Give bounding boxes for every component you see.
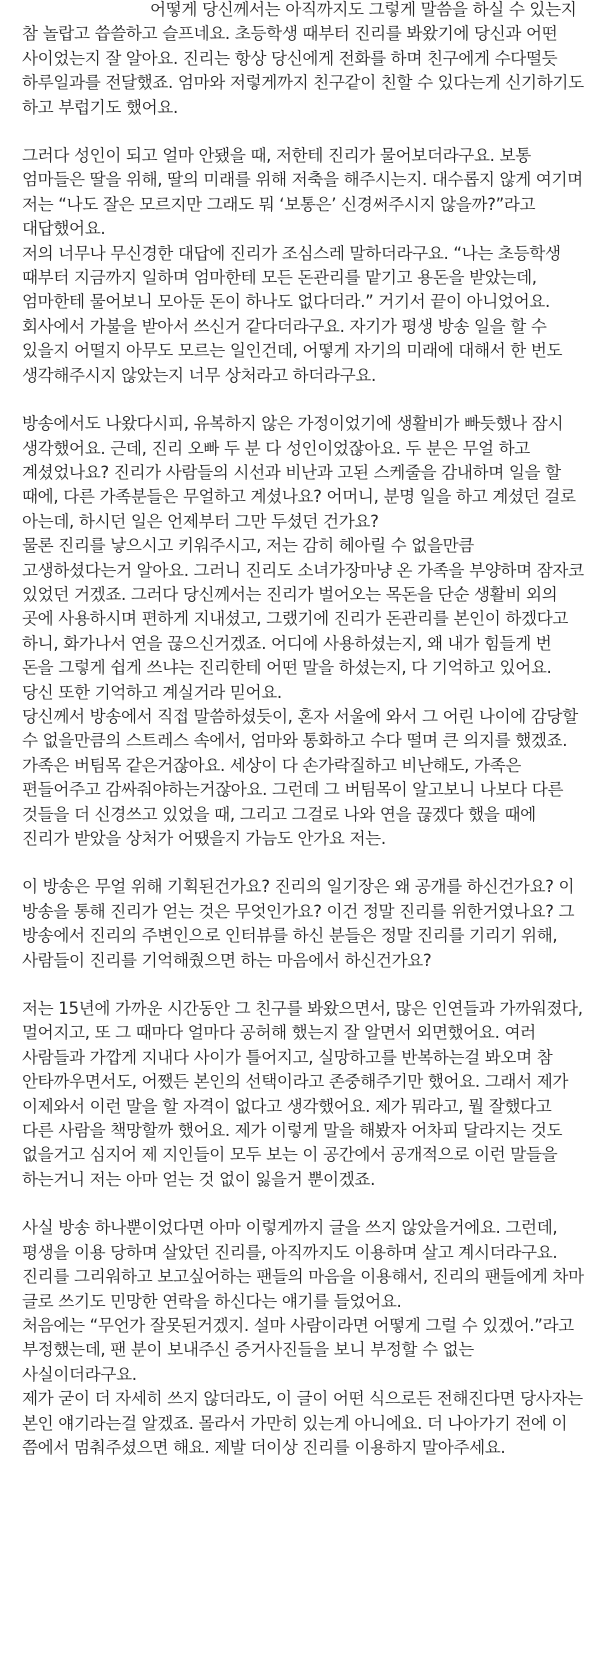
paragraph-closing-request: 제가 굳이 더 자세히 쓰지 않더라도, 이 글이 어떤 식으로든 전해진다면 당사자는 본인 얘기라는걸 알겠죠. 몰라서 가만히 있는게 아니에요. 더 나아가기 전에 이 쯤에서 멈춰주셨으면 해요. 제발 더이상 진리를 이용하지 말아주세요.: [22, 1389, 583, 1457]
paragraph-fan-contact: 사실 방송 하나뿐이었다면 아마 이렇게까지 글을 쓰지 않았을거에요. 그런데, 평생을 이용 당하며 살았던 진리를, 아직까지도 이용하며 살고 계시더라구요. 진리를 그리워하고 보고싶어하는 팬들의 마음을 이용해서, 진리의 팬들에게 차마 글로 쓰기도 민망한 연락을 하신다는 얘기를 들었어요.: [22, 1218, 584, 1311]
paragraph-evidence: 처음에는 “무언가 잘못된거겠지. 설마 사람이라면 어떻게 그럴 수 있겠어.”라고 부정했는데, 팬 분이 보내주신 증거사진들을 보니 부정할 수 없는 사실이더라구요.: [22, 1315, 574, 1384]
paragraph-hardship: 물론 진리를 낳으시고 키워주시고, 저는 감히 헤아릴 수 없을만큼 고생하셨다는거 알아요. 그러니 진리도 소녀가장마냥 온 가족을 부양하며 잠자코 있었던 거겠죠. 그러다 당신께서는 진리가 벌어오는 목돈을 단순 생활비 외의 곳에 사용하시며 편하게 지내셨고, 그랬기에 진리가 돈관리를 본인이 하겠다고 하니, 화가나서 연을 끊으신거겠죠. 어디에 사용하셨는지, 왜 내가 힘들게 번 돈을 그렇게 쉽게 쓰냐는 진리한테 어떤 말을 하셨는지, 다 기억하고 있어요. 당신 또한 기억하고 계실거라 믿어요.: [22, 536, 584, 702]
paragraph-question-about-savings: 그러다 성인이 되고 얼마 안됐을 때, 저한테 진리가 물어보더라구요. 보통 엄마들은 딸을 위해, 딸의 미래를 위해 저축을 해주시는지. 대수롭지 않게 여기며 저는 “나도 잘은 모르지만 그래도 뭐 ‘보통은’ 신경써주시지 않을까?”라고 대답했어요.: [22, 146, 583, 239]
paragraph-family-support: 당신께서 방송에서 직접 말씀하셨듯이, 혼자 서울에 와서 그 어린 나이에 감당할 수 없을만큼의 스트레스 속에서, 엄마와 통화하고 수다 떨며 큰 의지를 했겠죠. 가족은 버팀목 같은거잖아요. 세상이 다 손가락질하고 비난해도, 가족은 편들어주고 감싸줘야하는거잖아요. 그런데 그 버팀목이 알고보니 나보다 다른 것들을 더 신경쓰고 있었을 때, 그리고 그걸로 나와 연을 끊겠다 했을 때에 진리가 받았을 상처가 어땠을지 가늠도 안가요 저는.: [22, 706, 578, 848]
paragraph-family-questions: 방송에서도 나왔다시피, 유복하지 않은 가정이었기에 생활비가 빠듯했나 잠시 생각했어요. 근데, 진리 오빠 두 분 다 성인이었잖아요. 두 분은 무얼 하고 계셨었나요? 진리가 사람들의 시선과 비난과 고된 스케줄을 감내하며 일을 할 때에, 다른 가족분들은 무얼하고 계셨나요? 어머니, 분명 일을 하고 계셨던 걸로 아는데, 하시던 일은 언제부터 그만 두셨던 건가요?: [22, 414, 576, 531]
paragraph-broadcast-questions: 이 방송은 무얼 위해 기획된건가요? 진리의 일기장은 왜 공개를 하신건가요? 이 방송을 통해 진리가 얻는 것은 무엇인가요? 이건 정말 진리를 위한거였나요? 그 방송에서 진리의 주변인으로 인터뷰를 하신 분들은 정말 진리를 기리기 위해, 사람들이 진리를 기억해줬으면 하는 마음에서 하신건가요?: [22, 877, 575, 970]
paragraph-jinri-reply: 저의 너무나 무신경한 대답에 진리가 조심스레 말하더라구요. “나는 초등학생 때부터 지금까지 일하며 엄마한테 모든 돈관리를 맡기고 용돈을 받았는데, 엄마한테 물어보니 모아둔 돈이 하나도 없다더라.” 거기서 끝이 아니었어요. 회사에서 가불을 받아서 쓰신거 같다더라구요. 자기가 평생 방송 일을 할 수 있을지 어떨지 아무도 모르는 일인건데, 어떻게 자기의 미래에 대해서 한 번도 생각해주시지 않았는지 너무 상처라고 하더라구요.: [22, 243, 563, 385]
paragraph-personal-reflection: 저는 15년에 가까운 시간동안 그 친구를 봐왔으면서, 많은 인연들과 가까워졌다, 멀어지고, 또 그 때마다 얼마다 공허해 했는지 잘 알면서 외면했어요. 여러 사람들과 가깝게 지내다 사이가 틀어지고, 실망하고를 반복하는걸 봐오며 참 안타까우면서도, 어쨌든 본인의 선택이라고 존중해주기만 했어요. 그래서 제가 이제와서 이런 말을 할 자격이 없다고 생각했어요. 제가 뭐라고, 뭘 잘했다고 다른 사람을 책망할까 했어요. 제가 이렇게 말을 해봤자 어차피 달라지는 것도 없을거고 심지어 제 지인들이 모두 보는 이 공간에서 공개적으로 이런 말들을 하는거니 저는 아마 얻는 것 없이 잃을거 뿐이겠죠.: [22, 999, 583, 1189]
paragraph-opening: 어떻게 당신께서는 아직까지도 그렇게 말씀을 하실 수 있는지 참 놀랍고 씁쓸하고 슬프네요. 초등학생 때부터 진리를 봐왔기에 당신과 어떤 사이었는지 잘 알아요. 진리는 항상 당신에게 전화를 하며 친구에게 수다떨듯 하루일과를 전달했죠. 엄마와 저렇게까지 친구같이 친할 수 있다는게 신기하기도 하고 부럽기도 했어요.: [22, 0, 584, 117]
